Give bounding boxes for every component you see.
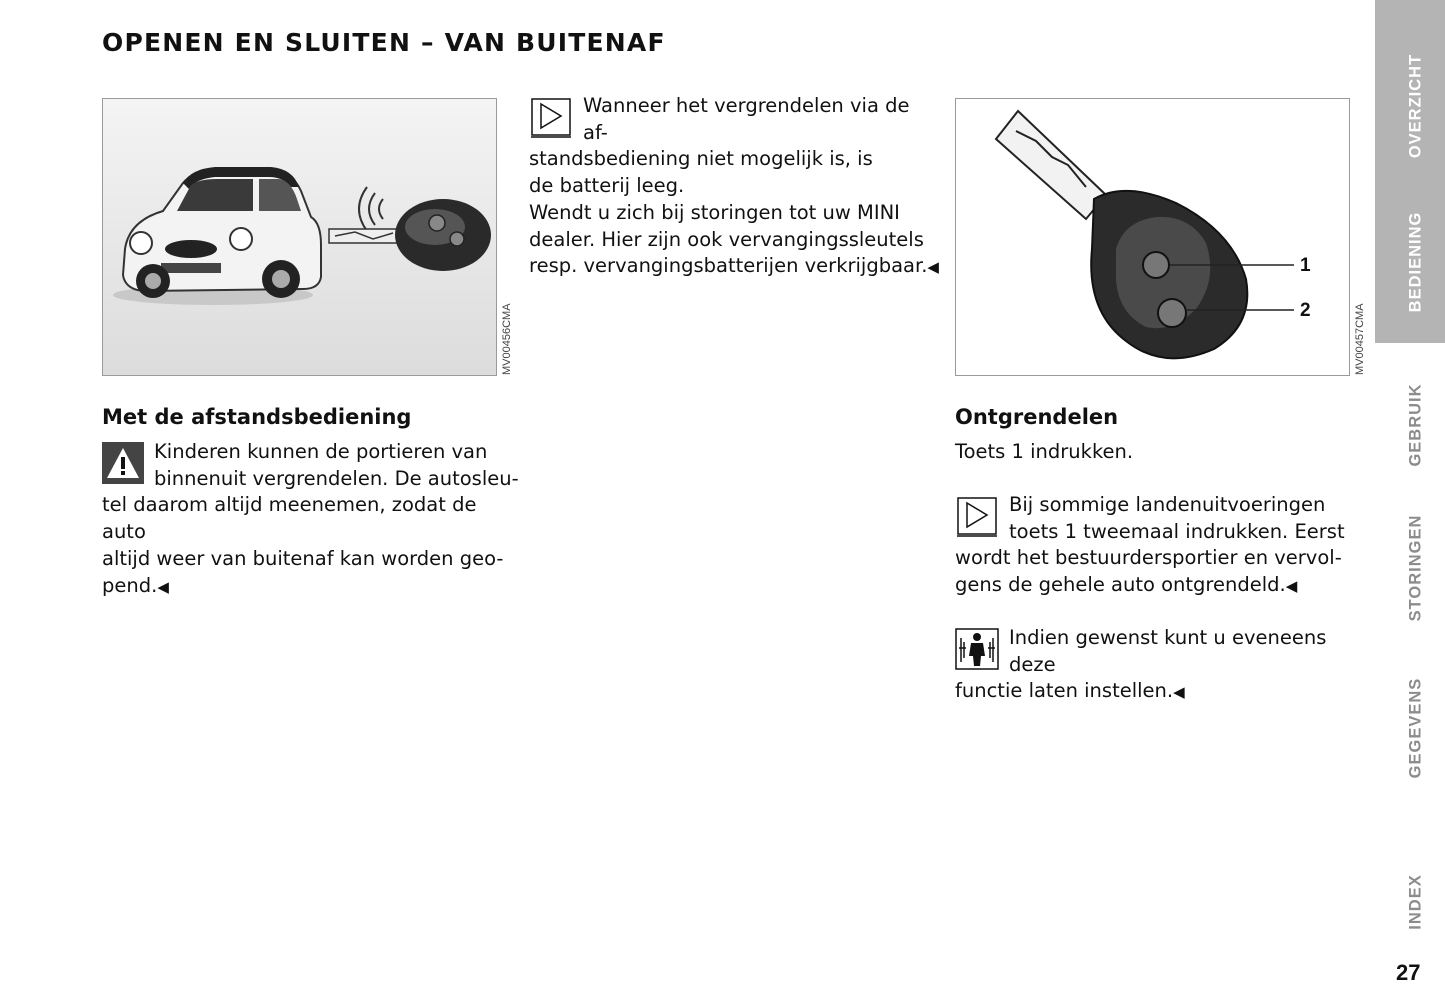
warning-line: Kinderen kunnen de portieren van <box>154 440 488 463</box>
key-illustration <box>956 99 1349 375</box>
figure-key-buttons <box>955 98 1366 376</box>
callout-1: 1 <box>1300 255 1311 276</box>
note-line: Wanneer het vergrendelen via de af- <box>583 94 910 144</box>
service-line: functie laten instellen. <box>955 679 1174 703</box>
note-line: toets 1 tweemaal indrukken. Eerst <box>1009 519 1345 543</box>
note-line: de batterij leeg. <box>529 174 685 198</box>
note-line: standsbediening niet mogelijk is, is <box>529 147 873 171</box>
warning-line: binnenuit vergrendelen. De autosleu- <box>154 466 519 490</box>
figure-code-right: MV00457CMA <box>1354 303 1366 375</box>
note-arrow-icon <box>529 96 573 146</box>
note-line: Wendt u zich bij storingen tot uw MINI <box>529 200 900 224</box>
tab-gegevens[interactable]: GEGEVENS <box>1406 677 1425 779</box>
battery-note <box>529 93 939 281</box>
warning-line: altijd weer van buitenaf kan worden geo- <box>102 546 504 570</box>
end-of-section-icon: ◀ <box>1173 683 1185 702</box>
heading-remote: Met de afstandsbediening <box>102 405 412 429</box>
note-line: gens de gehele auto ontgrendeld. <box>955 573 1286 597</box>
warning-line: pend. <box>102 573 158 597</box>
unlock-note <box>955 492 1375 600</box>
page-title: OPENEN EN SLUITEN – VAN BUITENAF <box>102 28 666 57</box>
car-remote-illustration <box>103 99 496 375</box>
service-person-icon <box>955 628 999 678</box>
warning-triangle-icon <box>102 442 144 492</box>
figure-car-remote <box>102 98 513 376</box>
note-line: dealer. Hier zijn ook vervangingssleutels <box>529 227 924 251</box>
page-number: 27 <box>1396 960 1421 985</box>
tab-storingen[interactable]: STORINGEN <box>1406 514 1425 622</box>
service-note <box>955 625 1375 706</box>
note-line: resp. vervangingsbatterijen verkrijgbaar. <box>529 254 928 278</box>
figure-code-left: MV00456CMA <box>501 303 513 375</box>
tab-bediening[interactable]: BEDIENING <box>1406 211 1425 313</box>
end-of-section-icon: ◀ <box>927 258 939 277</box>
callout-2: 2 <box>1300 300 1311 321</box>
tab-gebruik[interactable]: GEBRUIK <box>1406 383 1425 467</box>
note-line: wordt het bestuurdersportier en vervol- <box>955 546 1342 570</box>
unlock-instruction: Toets 1 indrukken. <box>955 440 1134 463</box>
note-line: Bij sommige landenuitvoeringen <box>1009 493 1326 516</box>
tab-overzicht[interactable]: OVERZICHT <box>1406 53 1425 159</box>
note-arrow-icon <box>955 495 999 545</box>
tab-index[interactable]: INDEX <box>1406 874 1425 930</box>
service-line: Indien gewenst kunt u eveneens deze <box>1009 626 1327 676</box>
end-of-section-icon: ◀ <box>157 577 169 596</box>
heading-unlock: Ontgrendelen <box>955 405 1119 429</box>
warning-line: tel daarom altijd meenemen, zodat de auto <box>102 493 477 544</box>
end-of-section-icon: ◀ <box>1285 577 1298 596</box>
warning-note <box>102 439 522 600</box>
